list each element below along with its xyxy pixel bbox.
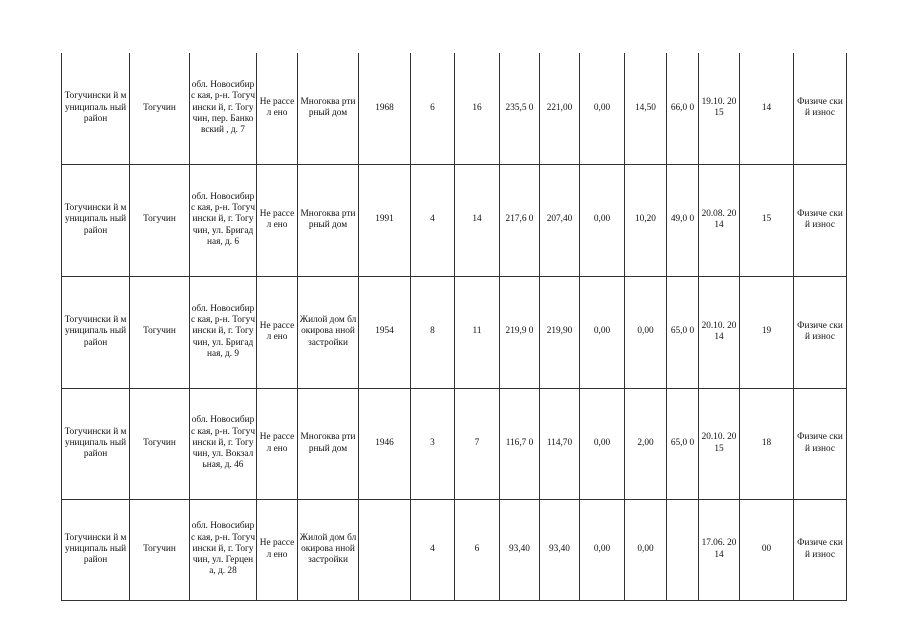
cell-district: Тогучински й муниципаль ный район bbox=[62, 388, 130, 499]
cell-district: Тогучински й муниципаль ный район bbox=[62, 53, 130, 164]
cell-reason: Физиче ский износ bbox=[794, 53, 847, 164]
cell-area-b: 0,00 bbox=[580, 388, 625, 499]
cell-col7: 6 bbox=[411, 53, 455, 164]
cell-locality: Тогучин bbox=[130, 164, 190, 276]
cell-col8: 6 bbox=[455, 499, 500, 600]
cell-building-type: Многоква ртирный дом bbox=[298, 164, 359, 276]
table-row bbox=[62, 164, 847, 276]
cell-col8: 16 bbox=[455, 53, 500, 164]
cell-wear: 65,0 0 bbox=[667, 388, 699, 499]
cell-locality: Тогучин bbox=[130, 53, 190, 164]
cell-address: обл. Новосибирс кая, р-н. Тогучински й, г. Тогучин, ул. Бригадная, д. 6 bbox=[190, 164, 257, 276]
cell-building-type: Многоква ртирный дом bbox=[298, 388, 359, 499]
cell-year: 1954 bbox=[359, 276, 411, 388]
cell-area-total: 235,5 0 bbox=[500, 53, 540, 164]
table-row bbox=[62, 53, 847, 164]
cell-building-type: Жилой дом блокирова нной застройки bbox=[298, 276, 359, 388]
cell-date: 17.06. 2014 bbox=[699, 499, 740, 600]
table-row bbox=[62, 499, 847, 600]
cell-wear: 66,0 0 bbox=[667, 53, 699, 164]
cell-area-b: 0,00 bbox=[580, 499, 625, 600]
cell-date: 20.08. 2014 bbox=[699, 164, 740, 276]
cell-date: 20.10. 2015 bbox=[699, 388, 740, 499]
cell-address: обл. Новосибирс кая, р-н. Тогучински й, г. Тогучин, ул. Вокзальная, д. 46 bbox=[190, 388, 257, 499]
cell-reason: Физиче ский износ bbox=[794, 276, 847, 388]
cell-area-c: 14,50 bbox=[625, 53, 667, 164]
cell-area-c: 0,00 bbox=[625, 499, 667, 600]
cell-area-b: 0,00 bbox=[580, 276, 625, 388]
cell-district: Тогучински й муниципаль ный район bbox=[62, 499, 130, 600]
cell-area-a: 207,40 bbox=[540, 164, 580, 276]
cell-col7: 4 bbox=[411, 164, 455, 276]
cell-reason: Физиче ский износ bbox=[794, 388, 847, 499]
cell-col15: 19 bbox=[740, 276, 794, 388]
cell-status: Не рассел ено bbox=[257, 499, 298, 600]
cell-area-c: 2,00 bbox=[625, 388, 667, 499]
cell-col7: 8 bbox=[411, 276, 455, 388]
cell-area-a: 93,40 bbox=[540, 499, 580, 600]
cell-area-b: 0,00 bbox=[580, 53, 625, 164]
cell-address: обл. Новосибирс кая, р-н. Тогучински й, г. Тогучин, пер. Банковский , д. 7 bbox=[190, 53, 257, 164]
cell-year: 1946 bbox=[359, 388, 411, 499]
cell-year: 1968 bbox=[359, 53, 411, 164]
cell-col8: 11 bbox=[455, 276, 500, 388]
cell-date: 19.10. 2015 bbox=[699, 53, 740, 164]
cell-col15: 00 bbox=[740, 499, 794, 600]
cell-locality: Тогучин bbox=[130, 388, 190, 499]
cell-reason: Физиче ский износ bbox=[794, 164, 847, 276]
cell-col15: 14 bbox=[740, 53, 794, 164]
cell-district: Тогучински й муниципаль ный район bbox=[62, 276, 130, 388]
cell-area-a: 221,00 bbox=[540, 53, 580, 164]
cell-district: Тогучински й муниципаль ный район bbox=[62, 164, 130, 276]
cell-wear: 65,0 0 bbox=[667, 276, 699, 388]
cell-area-total: 217,6 0 bbox=[500, 164, 540, 276]
cell-reason: Физиче ский износ bbox=[794, 499, 847, 600]
cell-status: Не рассел ено bbox=[257, 276, 298, 388]
cell-area-total: 116,7 0 bbox=[500, 388, 540, 499]
cell-date: 20.10. 2014 bbox=[699, 276, 740, 388]
cell-year bbox=[359, 499, 411, 600]
cell-building-type: Многоква ртирный дом bbox=[298, 53, 359, 164]
cell-col8: 7 bbox=[455, 388, 500, 499]
cell-area-b: 0,00 bbox=[580, 164, 625, 276]
cell-wear: 49,0 0 bbox=[667, 164, 699, 276]
table-row bbox=[62, 276, 847, 388]
cell-address: обл. Новосибирс кая, р-н. Тогучински й, г. Тогучин, ул. Бригадная, д. 9 bbox=[190, 276, 257, 388]
cell-col15: 18 bbox=[740, 388, 794, 499]
table-row bbox=[62, 388, 847, 499]
cell-area-total: 93,40 bbox=[500, 499, 540, 600]
cell-area-a: 114,70 bbox=[540, 388, 580, 499]
cell-locality: Тогучин bbox=[130, 276, 190, 388]
cell-col15: 15 bbox=[740, 164, 794, 276]
table-body bbox=[62, 53, 847, 600]
cell-status: Не рассел ено bbox=[257, 53, 298, 164]
cell-col7: 4 bbox=[411, 499, 455, 600]
cell-col7: 3 bbox=[411, 388, 455, 499]
cell-area-c: 10,20 bbox=[625, 164, 667, 276]
housing-table bbox=[61, 53, 847, 601]
cell-year: 1991 bbox=[359, 164, 411, 276]
cell-area-c: 0,00 bbox=[625, 276, 667, 388]
cell-locality: Тогучин bbox=[130, 499, 190, 600]
cell-wear bbox=[667, 499, 699, 600]
cell-col8: 14 bbox=[455, 164, 500, 276]
cell-area-a: 219,90 bbox=[540, 276, 580, 388]
cell-address: обл. Новосибирс кая, р-н. Тогучински й, г. Тогучин, ул. Герцена, д. 28 bbox=[190, 499, 257, 600]
cell-status: Не рассел ено bbox=[257, 164, 298, 276]
cell-area-total: 219,9 0 bbox=[500, 276, 540, 388]
cell-building-type: Жилой дом блокирова нной застройки bbox=[298, 499, 359, 600]
cell-status: Не рассел ено bbox=[257, 388, 298, 499]
